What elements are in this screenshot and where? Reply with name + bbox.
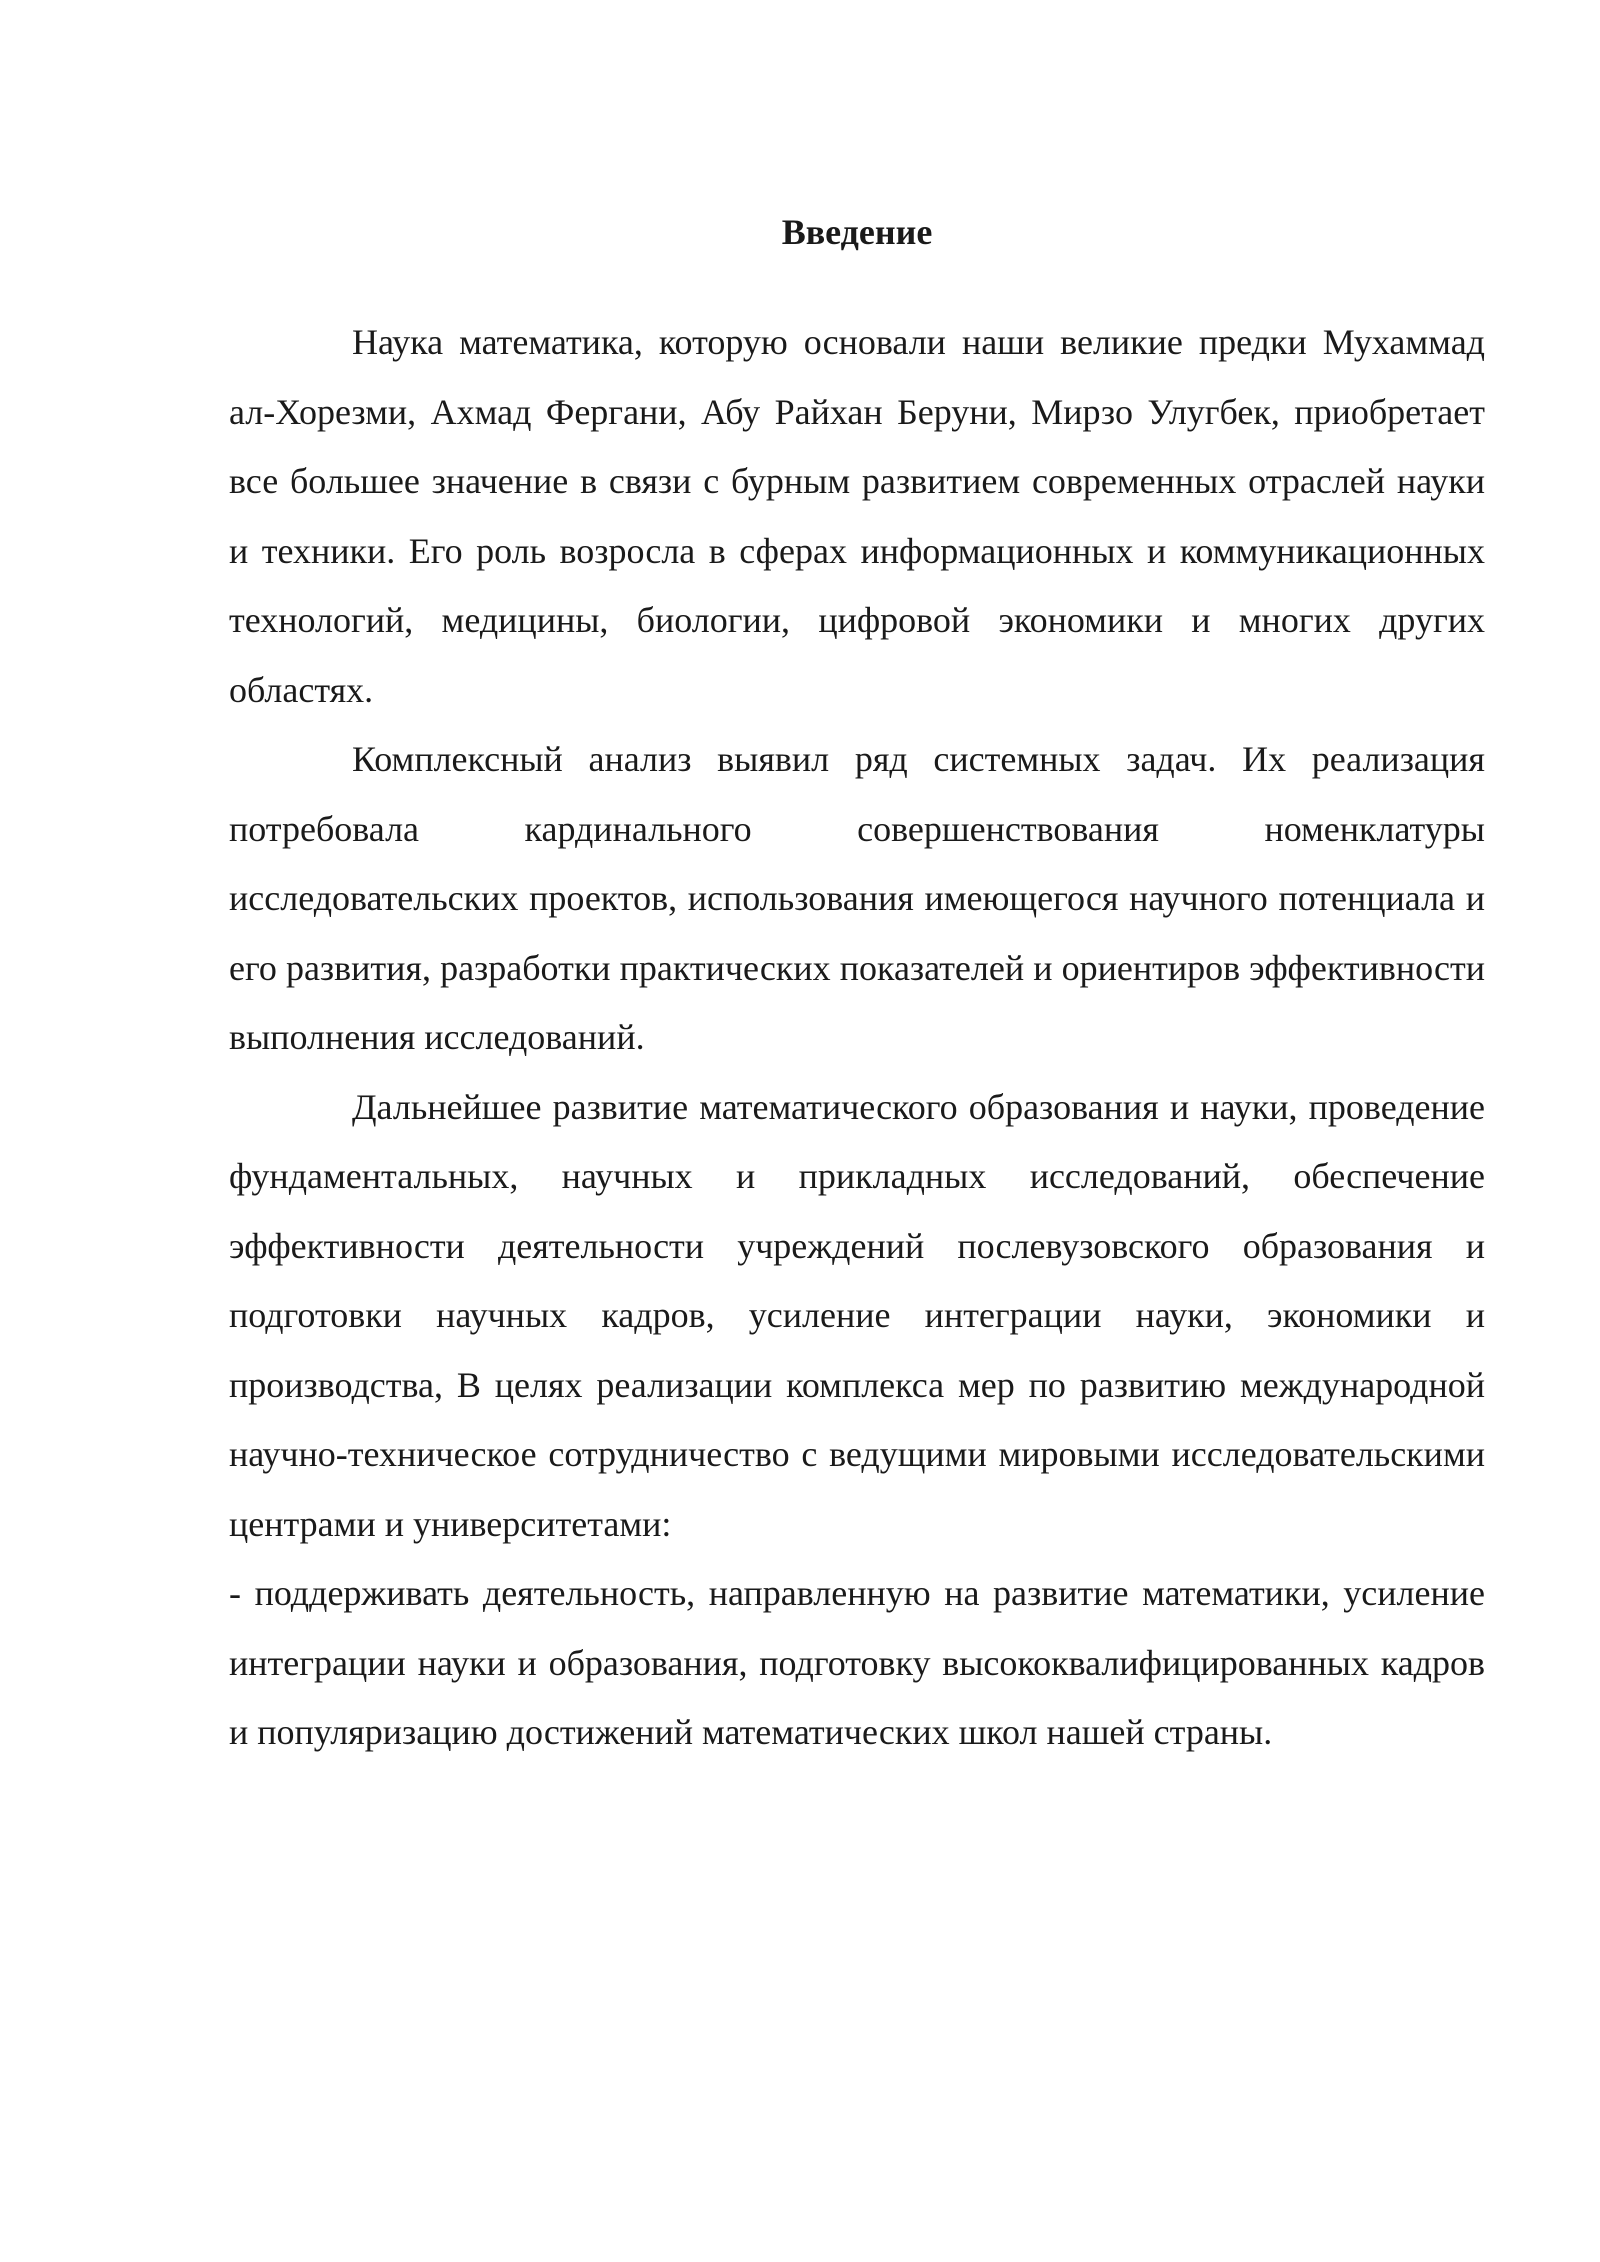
list-item: - поддерживать деятельность, направленную на развитие математики, усиление интеграции науки и образования, подготовку высококвалифицированных кадров и популяризацию достижений математических школ нашей страны.: [229, 1573, 1485, 1752]
paragraph-1: Наука математика, которую основали наши великие предки Мухаммад ал-Хорезми, Ахмад Фергани, Абу Райхан Беруни, Мирзо Улугбек, приобретает все большее значение в связи с бурным развитием современных отраслей науки и техники. Его роль возросла в сферах информационных и коммуникационных технологий, медицины, биологии, цифровой экономики и многих других областях.: [229, 322, 1485, 710]
paragraph-3: Дальнейшее развитие математического образования и науки, проведение фундаментальных, научных и прикладных исследований, обеспечение эффективности деятельности учреждений послевузовского образования и подготовки научных кадров, усиление интеграции науки, экономики и производства, В целях реализации комплекса мер по развитию международной научно-техническое сотрудничество с ведущими мировыми исследовательскими центрами и университетами:: [229, 1086, 1485, 1544]
document-body: [229, 200, 1485, 1768]
paragraph-2: Комплексный анализ выявил ряд системных задач. Их реализация потребовала кардинального совершенствования номенклатуры исследовательских проектов, использования имеющегося научного потенциала и его развития, разработки практических показателей и ориентиров эффективности выполнения исследований.: [229, 739, 1485, 1057]
page-title: Введение: [781, 212, 933, 252]
